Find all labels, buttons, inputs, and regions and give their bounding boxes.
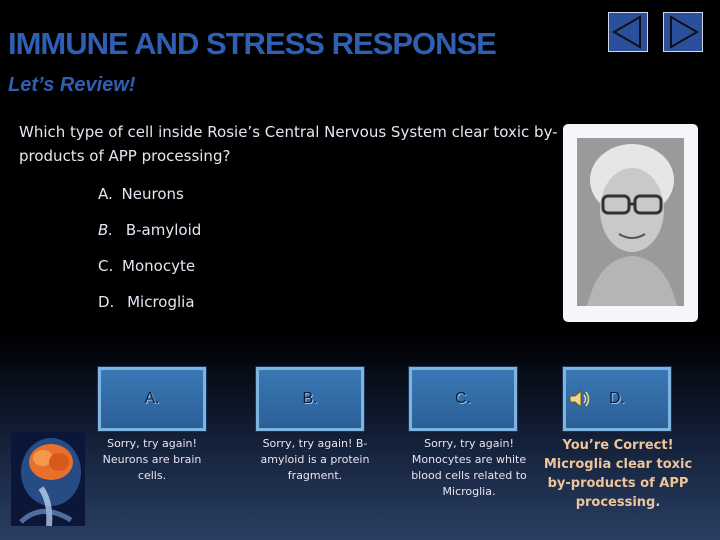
option-text: Neurons — [121, 185, 184, 203]
feedback-d-correct: You’re Correct! Microglia clear toxic by-products of APP processing. — [543, 438, 693, 510]
speaker-icon[interactable] — [568, 389, 592, 409]
answer-c-button[interactable] — [409, 367, 517, 431]
option-b — [98, 221, 201, 239]
question-text: Which type of cell inside Rosie’s Central Nervous System clear toxic by-products of APP processing? — [19, 123, 558, 165]
answer-label: A. — [144, 390, 160, 407]
answer-label: B. — [302, 390, 318, 407]
triangle-right-icon — [664, 13, 702, 51]
option-letter: A. — [98, 185, 113, 203]
option-text: B-amyloid — [125, 221, 202, 239]
rosie-photo — [577, 138, 684, 306]
answer-a-button[interactable] — [98, 367, 206, 431]
rosie-photo-frame — [563, 124, 698, 322]
answer-label: C. — [455, 390, 471, 407]
option-a — [98, 185, 184, 203]
option-text: Monocyte — [122, 257, 196, 275]
feedback-b: Sorry, try again! B-amyloid is a protein fragment. — [260, 437, 370, 482]
feedback-c: Sorry, try again! Monocytes are white blood cells related to Microglia. — [411, 437, 527, 498]
option-text: Microglia — [127, 293, 195, 311]
option-letter: D. — [98, 293, 115, 311]
option-d — [98, 293, 195, 311]
slide-subtitle: Let’s Review! — [8, 74, 136, 96]
option-c — [98, 257, 195, 275]
forward-button[interactable] — [663, 12, 703, 52]
answer-label: D. — [609, 390, 625, 407]
triangle-left-icon — [609, 13, 647, 51]
back-button[interactable] — [608, 12, 648, 52]
option-letter: B. — [98, 221, 114, 239]
slide-title: IMMUNE AND STRESS RESPONSE — [8, 26, 496, 61]
option-letter: C. — [98, 257, 114, 275]
brain-xray-image — [11, 432, 85, 526]
answer-b-button[interactable] — [256, 367, 364, 431]
feedback-a: Sorry, try again! Neurons are brain cells. — [102, 437, 202, 482]
